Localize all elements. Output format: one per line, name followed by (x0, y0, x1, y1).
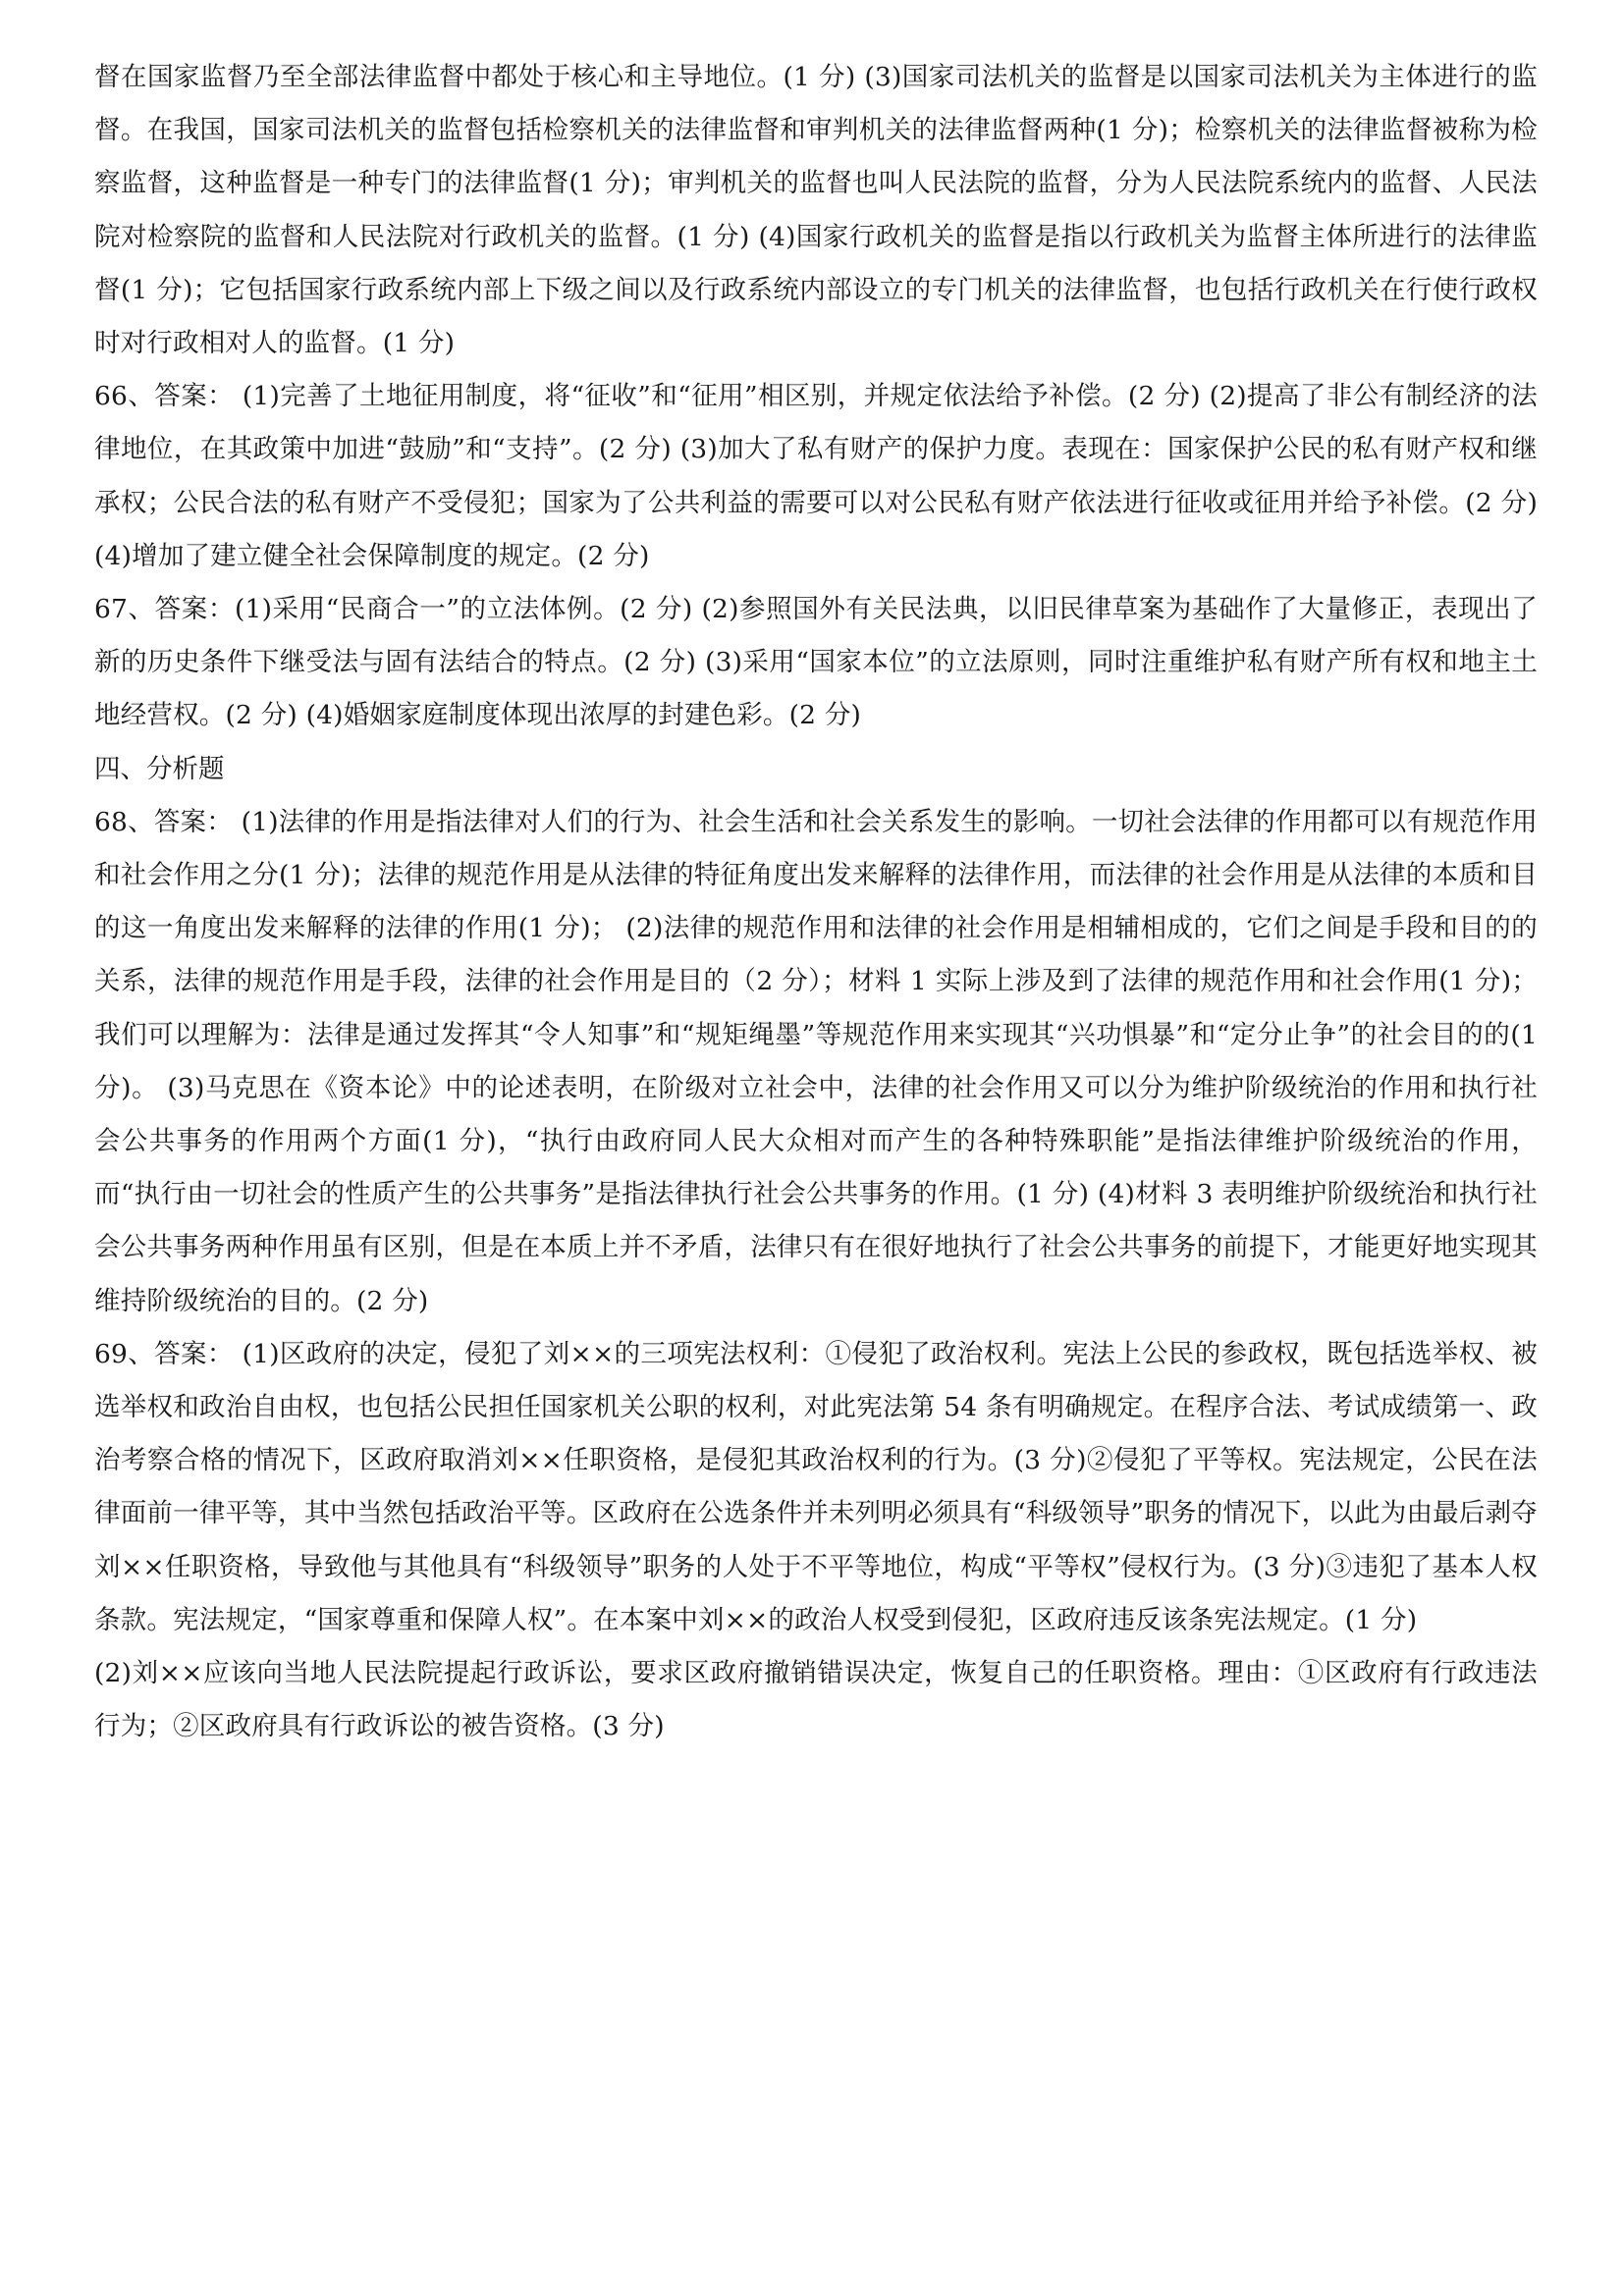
paragraph-answer-66: 66、答案： (1)完善了土地征用制度，将“征收”和“征用”相区别，并规定依法给予补偿。(2 分) (2)提高了非公有制经济的法律地位，在其政策中加进“鼓励”和“支持”。(2 分) (3)加大了私有财产的保护力度。表现在：国家保护公民的私有财产权和继承权；公民合法的私有财产不受侵犯；国家为了公共利益的需要可以对公民私有财产依法进行征收或征用并给予补偿。(2 分) (4)增加了建立健全社会保障制度的规定。(2 分) (94, 381, 1538, 571)
paragraph-answer-68: 68、答案： (1)法律的作用是指法律对人们的行为、社会生活和社会关系发生的影响。一切社会法律的作用都可以有规范作用和社会作用之分(1 分)；法律的规范作用是从法律的特征角度出发来解释的法律作用，而法律的社会作用是从法律的本质和目的这一角度出发来解释的法律的作用(1 分)； (2)法律的规范作用和法律的社会作用是相辅相成的，它们之间是手段和目的的关系，法律的规范作用是手段，法律的社会作用是目的（2 分）；材料 1 实际上涉及到了法律的规范作用和社会作用(1 分)；我们可以理解为：法律是通过发挥其“令人知事”和“规矩绳墨”等规范作用来实现其“兴功惧暴”和“定分止争”的社会目的的(1 分)。 (3)马克思在《资本论》中的论述表明，在阶级对立社会中，法律的社会作用又可以分为维护阶级统治的作用和执行社会公共事务的作用两个方面(1 分)，“执行由政府同人民大众相对而产生的各种特殊职能”是指法律维护阶级统治的作用，而“执行由一切社会的性质产生的公共事务”是指法律执行社会公共事务的作用。(1 分) (4)材料 3 表明维护阶级统治和执行社会公共事务两种作用虽有区别，但是在本质上并不矛盾，法律只有在很好地执行了社会公共事务的前提下，才能更好地实现其维持阶级统治的目的。(2 分) (94, 806, 1538, 1316)
paragraph-answer-67: 67、答案：(1)采用“民商合一”的立法体例。(2 分) (2)参照国外有关民法典，以旧民律草案为基础作了大量修正，表现出了新的历史条件下继受法与固有法结合的特点。(2 分) (3)采用“国家本位”的立法原则，同时注重维护私有财产所有权和地主土地经营权。(2 分) (4)婚姻家庭制度体现出浓厚的封建色彩。(2 分) (94, 594, 1538, 731)
section-heading-analysis: 四、分析题 (94, 753, 225, 784)
paragraph-answer-69-part2: (2)刘××应该向当地人民法院提起行政诉讼，要求区政府撤销错误决定，恢复自己的任职资格。理由：①区政府有行政违法行为；②区政府具有行政诉讼的被告资格。(3 分) (94, 1658, 1538, 1742)
paragraph-answer-69-part1: 69、答案： (1)区政府的决定，侵犯了刘××的三项宪法权利：①侵犯了政治权利。宪法上公民的参政权，既包括选举权、被选举权和政治自由权，也包括公民担任国家机关公职的权利，对此宪法第 54 条有明确规定。在程序合法、考试成绩第一、政治考察合格的情况下，区政府取消刘××任职资格，是侵犯其政治权利的行为。(3 分)②侵犯了平等权。宪法规定，公民在法律面前一律平等，其中当然包括政治平等。区政府在公选条件并未列明必须具有“科级领导”职务的情况下，以此为由最后剥夺刘××任职资格，导致他与其他具有“科级领导”职务的人处于不平等地位，构成“平等权”侵权行为。(3 分)③违犯了基本人权条款。宪法规定，“国家尊重和保障人权”。在本案中刘××的政治人权受到侵犯，区政府违反该条宪法规定。(1 分) (94, 1338, 1538, 1635)
paragraph-supervision-continued: 督在国家监督乃至全部法律监督中都处于核心和主导地位。(1 分) (3)国家司法机关的监督是以国家司法机关为主体进行的监督。在我国，国家司法机关的监督包括检察机关的法律监督和审判机关的法律监督两种(1 分)；检察机关的法律监督被称为检察监督，这种监督是一种专门的法律监督(1 分)；审判机关的监督也叫人民法院的监督，分为人民法院系统内的监督、人民法院对检察院的监督和人民法院对行政机关的监督。(1 分) (4)国家行政机关的监督是指以行政机关为监督主体所进行的法律监督(1 分)；它包括国家行政系统内部上下级之间以及行政系统内部设立的专门机关的法律监督，也包括行政机关在行使行政权时对行政相对人的监督。(1 分) (94, 62, 1538, 359)
document-page (94, 51, 1538, 1754)
